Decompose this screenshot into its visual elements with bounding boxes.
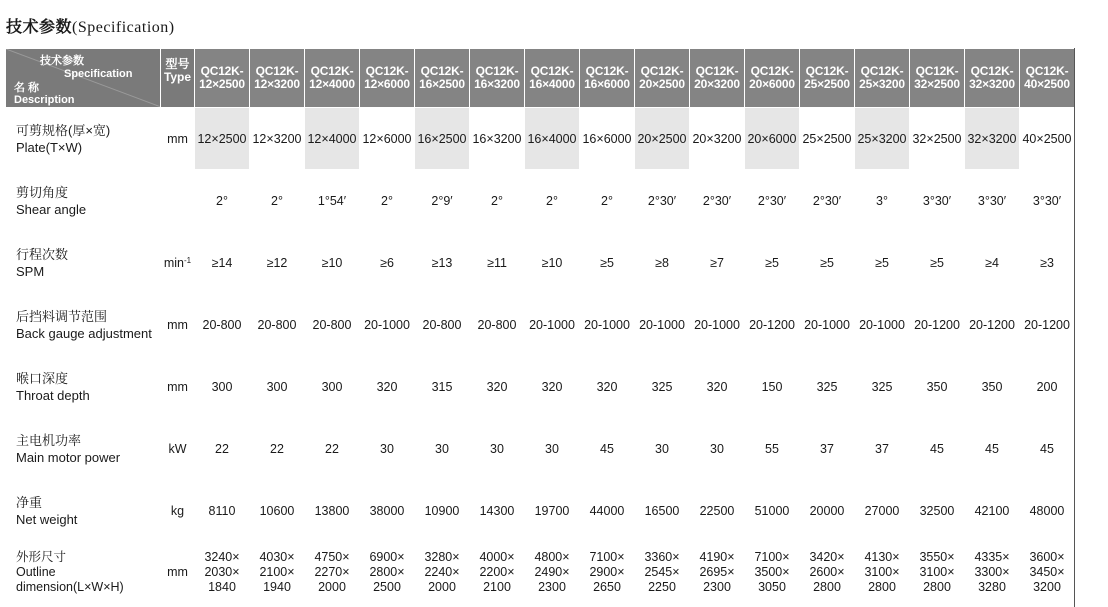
value-cell: 45 [1020,418,1075,480]
value-cell: 20000 [800,480,855,542]
value-cell: 4335× 3300× 3280 [965,542,1020,604]
value-cell: 51000 [745,480,800,542]
model-header: QC12K- 32×2500 [910,49,965,108]
row-unit: kg [161,480,195,542]
row-label-zh: 后挡料调节范围 [16,308,108,324]
title-zh: 技术参数 [6,17,73,36]
corner-header [6,49,161,108]
value-cell: 20-800 [195,294,250,356]
model-header: QC12K- 12×6000 [360,49,415,108]
row-label-en: Shear angle [16,201,87,217]
value-cell: 37 [800,418,855,480]
row-label-en2: dimension(L×W×H) [16,580,124,594]
value-cell: 325 [800,356,855,418]
value-cell: 40×2500 [1020,108,1075,170]
value-cell: 45 [580,418,635,480]
type-header [161,49,195,108]
row-label [6,232,161,294]
row-unit: mm [161,542,195,604]
table-row [6,542,1075,604]
value-cell: 3° [855,170,910,232]
model-header: QC12K- 20×6000 [745,49,800,108]
corner-zh-top: 技术参数 [40,55,84,67]
value-cell: 45 [910,418,965,480]
corner-zh-bottom: 名 称 [14,82,40,94]
value-cell: 4130× 3100× 2800 [855,542,910,604]
value-cell: 325 [855,356,910,418]
value-cell: 20-1200 [1020,294,1075,356]
value-cell: 20-1200 [910,294,965,356]
value-cell: 20-1200 [965,294,1020,356]
value-cell: 3600× 3450× 3200 [1020,542,1075,604]
value-cell: 20-1000 [855,294,910,356]
value-cell: 350 [965,356,1020,418]
row-label [6,480,161,542]
value-cell: 22 [305,418,360,480]
table-row [6,294,1075,356]
value-cell: ≥5 [580,232,635,294]
value-cell: ≥8 [635,232,690,294]
value-cell: 16500 [635,480,690,542]
value-cell: 38000 [360,480,415,542]
model-header: QC12K- 16×6000 [580,49,635,108]
value-cell: 14300 [470,480,525,542]
model-header: QC12K- 25×3200 [855,49,910,108]
value-cell: 55 [745,418,800,480]
value-cell: 12×6000 [360,108,415,170]
value-cell: 2°30′ [690,170,745,232]
value-cell: ≥7 [690,232,745,294]
value-cell: 27000 [855,480,910,542]
value-cell: 30 [360,418,415,480]
value-cell: 300 [195,356,250,418]
row-label [6,356,161,418]
value-cell: 48000 [1020,480,1075,542]
row-unit: mm [161,294,195,356]
row-unit: $\min^{-1}$ [161,232,195,294]
value-cell: ≥5 [910,232,965,294]
value-cell: 20×2500 [635,108,690,170]
model-header: QC12K- 16×2500 [415,49,470,108]
value-cell: 20-800 [250,294,305,356]
row-label [6,170,161,232]
value-cell: ≥5 [745,232,800,294]
row-unit: mm [161,108,195,170]
value-cell: 4030× 2100× 1940 [250,542,305,604]
value-cell: 20-800 [305,294,360,356]
value-cell: 30 [690,418,745,480]
row-label [6,418,161,480]
value-cell: 30 [525,418,580,480]
row-label [6,294,161,356]
type-zh: 型号 [165,57,190,71]
value-cell: 8110 [195,480,250,542]
value-cell: 20-1000 [635,294,690,356]
row-label-zh: 剪切角度 [16,184,69,200]
value-cell: 12×4000 [305,108,360,170]
value-cell: 16×6000 [580,108,635,170]
row-label-en: Net weight [16,511,78,527]
value-cell: 2°9′ [415,170,470,232]
table-row [6,480,1075,542]
row-label-en: Back gauge adjustment [16,325,152,341]
row-label-zh: 外形尺寸 [16,550,67,564]
value-cell: 25×2500 [800,108,855,170]
value-cell: 3°30′ [965,170,1020,232]
value-cell: ≥4 [965,232,1020,294]
value-cell: 150 [745,356,800,418]
value-cell: 320 [525,356,580,418]
value-cell: ≥3 [1020,232,1075,294]
value-cell: 30 [635,418,690,480]
value-cell: 25×3200 [855,108,910,170]
value-cell: ≥11 [470,232,525,294]
value-cell: 2° [470,170,525,232]
value-cell: 22 [250,418,305,480]
corner-en-top: Specification [64,68,133,80]
value-cell: 4190× 2695× 2300 [690,542,745,604]
value-cell: 200 [1020,356,1075,418]
value-cell: 32×3200 [965,108,1020,170]
value-cell: 20-1000 [580,294,635,356]
value-cell: 4000× 2200× 2100 [470,542,525,604]
header-row [6,49,1075,108]
value-cell: 30 [470,418,525,480]
model-header: QC12K- 32×3200 [965,49,1020,108]
value-cell: 44000 [580,480,635,542]
value-cell: 3420× 2600× 2800 [800,542,855,604]
table-row [6,232,1075,294]
value-cell: 2° [580,170,635,232]
row-unit [161,170,195,232]
table-row [6,418,1075,480]
value-cell: 6900× 2800× 2500 [360,542,415,604]
model-header: QC12K- 12×4000 [305,49,360,108]
value-cell: ≥10 [305,232,360,294]
row-label [6,542,161,604]
value-cell: 320 [360,356,415,418]
value-cell: ≥12 [250,232,305,294]
corner-en-bottom: Description [14,94,75,106]
value-cell: 2° [525,170,580,232]
row-label-zh: 主电机功率 [16,432,82,448]
value-cell: 7100× 3500× 3050 [745,542,800,604]
value-cell: 10600 [250,480,305,542]
value-cell: 2° [360,170,415,232]
page-title [6,14,175,37]
row-label-zh: 喉口深度 [16,370,69,386]
value-cell: 19700 [525,480,580,542]
row-unit: kW [161,418,195,480]
value-cell: 20×3200 [690,108,745,170]
value-cell: 16×3200 [470,108,525,170]
value-cell: 3°30′ [910,170,965,232]
row-label-en1: Outline [16,565,56,579]
model-header: QC12K- 12×2500 [195,49,250,108]
model-header: QC12K- 12×3200 [250,49,305,108]
row-label-zh: 行程次数 [16,246,69,262]
row-label-en: Plate(T×W) [16,139,83,155]
value-cell: 16×4000 [525,108,580,170]
value-cell: 2°30′ [635,170,690,232]
value-cell: 13800 [305,480,360,542]
value-cell: 315 [415,356,470,418]
value-cell: 20×6000 [745,108,800,170]
value-cell: ≥14 [195,232,250,294]
value-cell: 30 [415,418,470,480]
row-label-en: SPM [16,263,45,279]
value-cell: 12×3200 [250,108,305,170]
value-cell: 1°54′ [305,170,360,232]
value-cell: 20-1000 [360,294,415,356]
value-cell: 32500 [910,480,965,542]
model-header: QC12K- 16×3200 [470,49,525,108]
table-right-border [1074,48,1075,607]
value-cell: 4800× 2490× 2300 [525,542,580,604]
model-header: QC12K- 20×3200 [690,49,745,108]
value-cell: 20-1000 [800,294,855,356]
value-cell: 2° [195,170,250,232]
value-cell: 320 [690,356,745,418]
value-cell: 22 [195,418,250,480]
title-en: (Specification) [72,19,175,36]
value-cell: 20-1200 [745,294,800,356]
spec-table [5,48,1075,604]
value-cell: 3360× 2545× 2250 [635,542,690,604]
value-cell: 350 [910,356,965,418]
row-label-zh: 净重 [16,494,43,510]
model-header: QC12K- 25×2500 [800,49,855,108]
value-cell: ≥10 [525,232,580,294]
value-cell: ≥5 [855,232,910,294]
value-cell: 7100× 2900× 2650 [580,542,635,604]
row-label-en: Main motor power [16,449,121,465]
model-header: QC12K- 16×4000 [525,49,580,108]
value-cell: 32×2500 [910,108,965,170]
value-cell: 325 [635,356,690,418]
value-cell: ≥5 [800,232,855,294]
value-cell: 22500 [690,480,745,542]
value-cell: 20-800 [415,294,470,356]
value-cell: 3280× 2240× 2000 [415,542,470,604]
row-label-en: Throat depth [16,387,90,403]
value-cell: ≥6 [360,232,415,294]
table-row [6,356,1075,418]
value-cell: 3°30′ [1020,170,1075,232]
value-cell: 20-800 [470,294,525,356]
value-cell: 320 [470,356,525,418]
row-label-zh: 可剪规格(厚×宽) [16,122,111,138]
value-cell: 3240× 2030× 1840 [195,542,250,604]
value-cell: ≥13 [415,232,470,294]
table-row [6,108,1075,170]
model-header: QC12K- 40×2500 [1020,49,1075,108]
value-cell: 16×2500 [415,108,470,170]
value-cell: 42100 [965,480,1020,542]
value-cell: 4750× 2270× 2000 [305,542,360,604]
value-cell: 300 [305,356,360,418]
value-cell: 320 [580,356,635,418]
value-cell: 2°30′ [800,170,855,232]
row-label [6,108,161,170]
model-header: QC12K- 20×2500 [635,49,690,108]
type-en: Type [163,70,192,84]
value-cell: 2°30′ [745,170,800,232]
value-cell: 20-1000 [690,294,745,356]
value-cell: 37 [855,418,910,480]
value-cell: 10900 [415,480,470,542]
table-row [6,170,1075,232]
row-unit: mm [161,356,195,418]
value-cell: 3550× 3100× 2800 [910,542,965,604]
value-cell: 45 [965,418,1020,480]
value-cell: 20-1000 [525,294,580,356]
value-cell: 300 [250,356,305,418]
value-cell: 12×2500 [195,108,250,170]
value-cell: 2° [250,170,305,232]
